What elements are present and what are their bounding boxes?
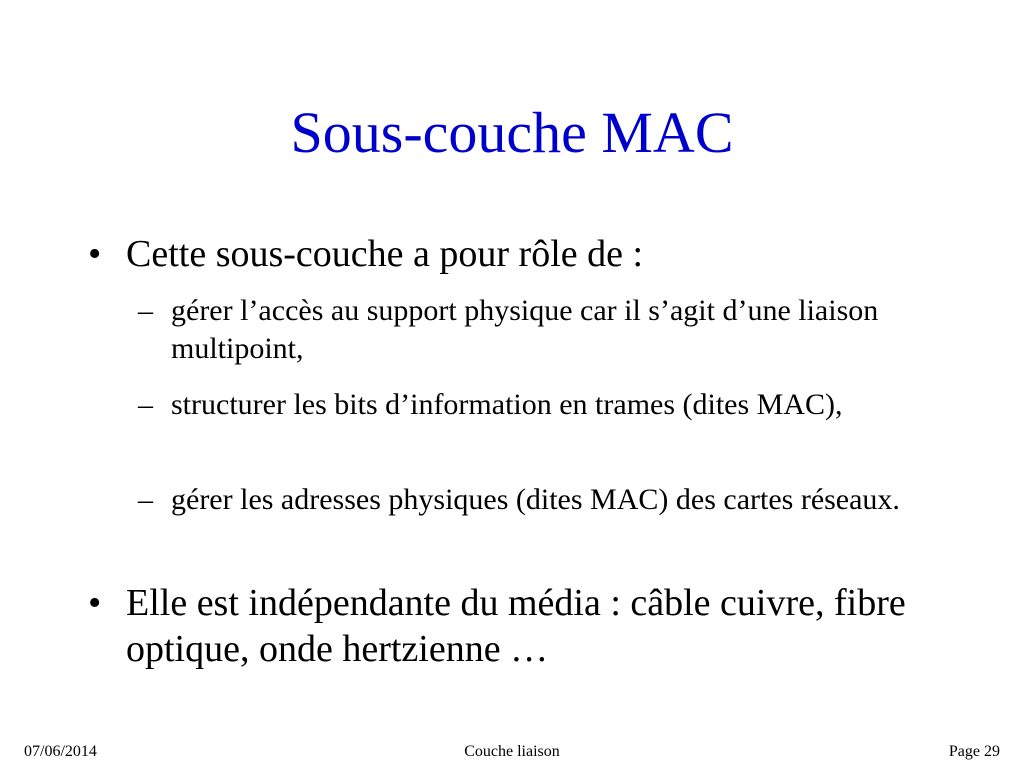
sub-bullet-marker: – [138,388,153,421]
bullet-marker: • [88,233,102,275]
sub-bullet-item [138,292,918,368]
bullet-text: Cette sous-couche a pour rôle de : [126,233,644,275]
sub-bullet-item [138,386,918,424]
sub-bullet-text: gérer l’accès au support physique car il s’agit d’une liaison multipoint, [171,294,879,365]
sub-bullet-text: structurer les bits d’information en trames (dites MAC), [171,388,843,421]
sub-bullet-marker: – [138,483,153,516]
footer-page-number: Page 29 [948,743,1000,760]
sub-bullet-marker: – [138,294,153,327]
sub-bullet-item [138,481,918,519]
bullet-marker: • [88,582,102,624]
bullet-text: Elle est indépendante du média : câble cuivre, fibre optique, onde hertzienne … [126,582,906,670]
sub-bullet-text: gérer les adresses physiques (dites MAC) des cartes réseaux. [171,483,900,516]
bullet-item [88,580,948,672]
footer-date: 07/06/2014 [24,743,97,760]
bullet-item [88,231,948,277]
slide-title: Sous-couche MAC [290,100,734,165]
footer-section-title: Couche liaison [464,743,560,760]
